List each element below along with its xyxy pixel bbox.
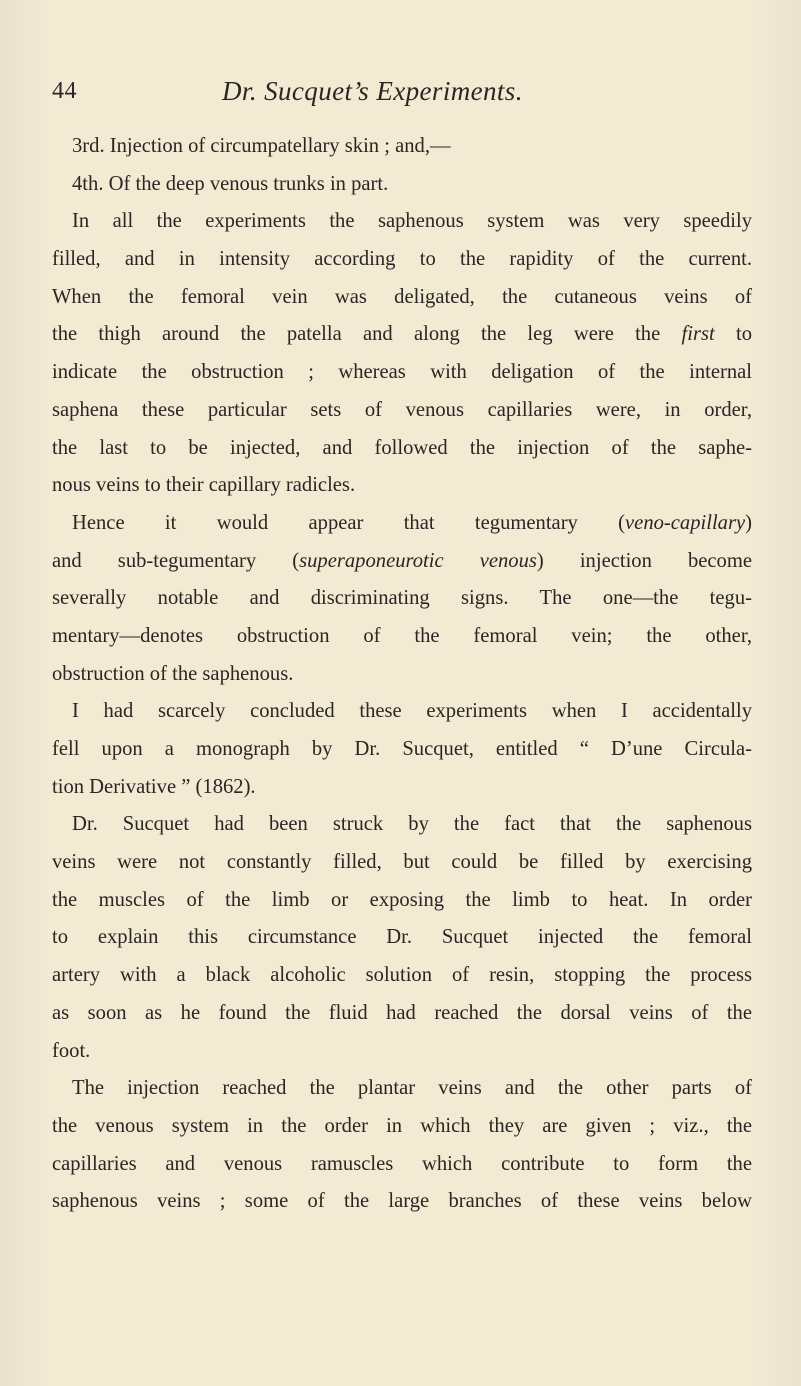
text-line: In all the experiments the saphenous system was very speedily [72,210,752,233]
text-line: foot. [52,1039,91,1062]
text-line: mentary—denotes obstruction of the femoral vein; the other, [52,624,752,647]
text-line: artery with a black alcoholic solution of resin, stopping the process [52,964,752,987]
text-line: severally notable and discriminating signs. The one—the tegu- [52,587,752,610]
text-line: the muscles of the limb or exposing the limb to heat. In order [52,888,752,911]
text-line: to explain this circumstance Dr. Sucquet injected the femoral [52,926,752,949]
text-line: veins were not constantly filled, but could be filled by exercising [52,851,752,874]
text-line: the last to be injected, and followed the injection of the saphe- [52,436,752,459]
italic-term: veno-capillary [625,511,746,534]
text-line: Dr. Sucquet had been struck by the fact that the saphenous [72,813,752,836]
text-line: 3rd. Injection of circumpatellary skin ; and,— [72,135,451,157]
text-line: as soon as he found the fluid had reached the dorsal veins of the [52,1001,752,1024]
text-segment: to [714,323,752,346]
text-line: indicate the obstruction ; whereas with deligation of the internal [52,361,752,384]
text-line: tion Derivative ” (1862). [52,775,256,798]
text-line: I had scarcely concluded these experiments when I accidentally [72,700,752,723]
page-number: 44 [52,78,77,104]
text-segment: ) [745,511,752,534]
text-segment: Hence it would appear that tegumentary ( [72,511,626,534]
text-line: fell upon a monograph by Dr. Sucquet, entitled “ D’une Circula- [52,738,752,760]
text-line: saphena these particular sets of venous capillaries were, in order, [52,398,752,421]
text-segment: the thigh around the patella and along the leg were the [52,323,682,346]
text-segment: and sub-tegumentary ( [52,549,300,572]
text-line: capillaries and venous ramuscles which contribute to form the [52,1152,752,1175]
text-line: The injection reached the plantar veins and the other parts of [72,1077,752,1100]
text-line: saphenous veins ; some of the large branches of these veins below [52,1190,752,1213]
body-text [52,128,752,1221]
text-line: nous veins to their capillary radicles. [52,474,356,497]
text-line: obstruction of the saphenous. [52,662,294,685]
page-header [52,78,752,118]
text-line [52,543,752,581]
text-segment: ) injection become [536,549,752,572]
text-line: filled, and in intensity according to the rapidity of the current. [52,248,752,271]
running-title: Dr. Sucquet’s Experiments. [222,76,523,106]
text-line: 4th. Of the deep venous trunks in part. [72,172,389,195]
text-line: When the femoral vein was deligated, the cutaneous veins of [52,285,752,308]
text-line [52,316,752,354]
italic-term: superaponeurotic venous [299,549,537,572]
text-line: the venous system in the order in which they are given ; viz., the [52,1114,752,1137]
text-line [52,505,752,543]
italic-term: first [681,323,715,346]
